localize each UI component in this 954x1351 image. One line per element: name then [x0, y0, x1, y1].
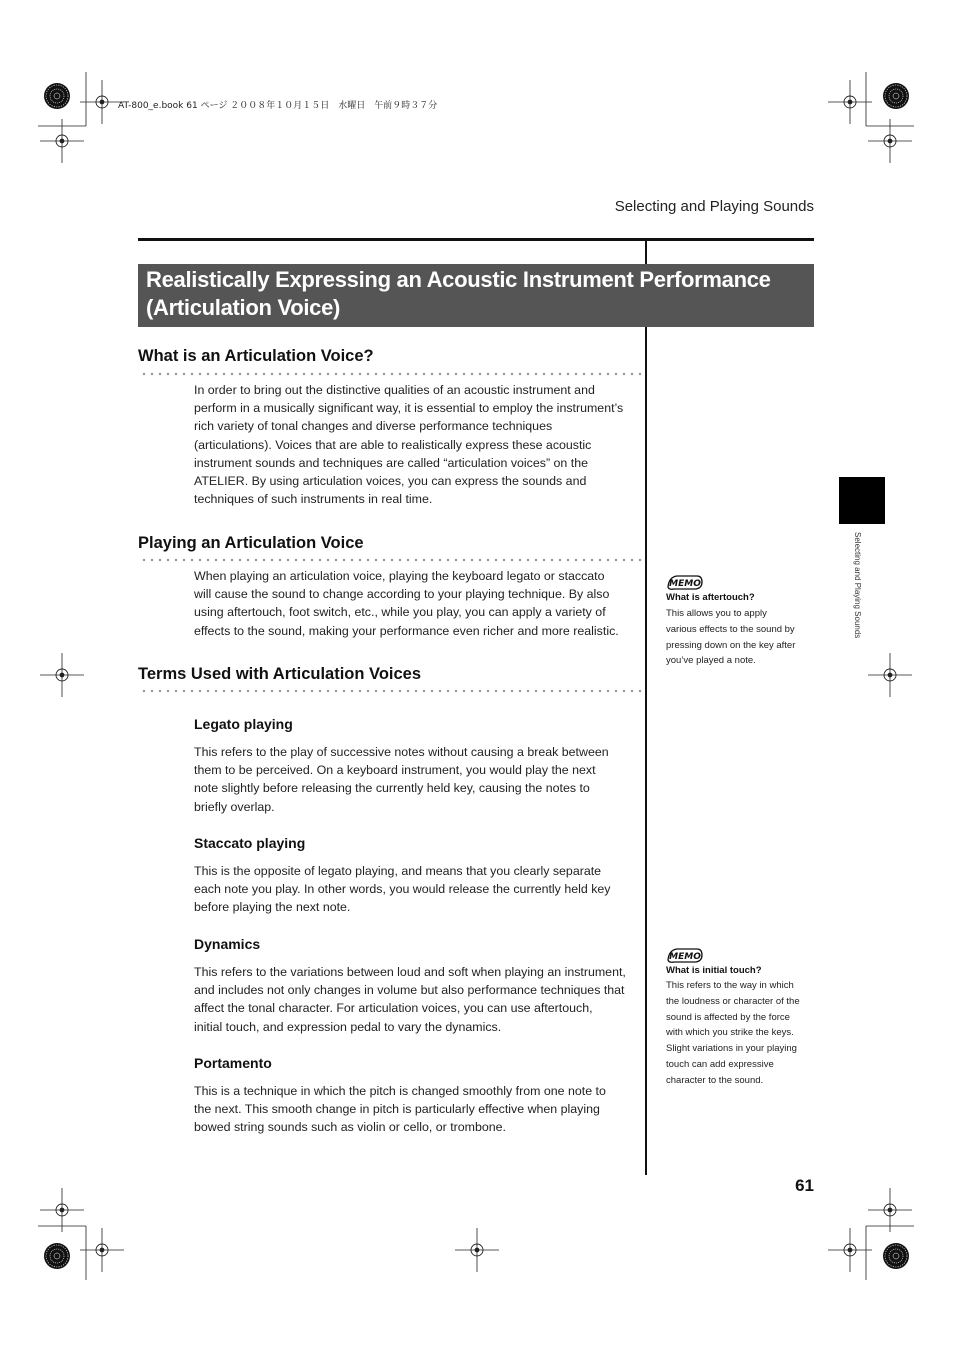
- text-line: each note you play. In other words, you would release the currently held key: [194, 882, 611, 897]
- chapter-title-line-1: Realistically Expressing an Acoustic Instrument Performance: [146, 267, 771, 292]
- text-line: When playing an articulation voice, playing the keyboard legato or staccato: [194, 569, 605, 583]
- text-line: the next. This smooth change in pitch is particularly effective when playing: [194, 1102, 600, 1117]
- registration-mark-icon: [883, 1243, 909, 1269]
- text-line: instrument sounds and techniques are called “articulation voices” on the: [194, 455, 588, 470]
- section-heading: Terms Used with Articulation Voices: [138, 665, 422, 683]
- chapter-title-bar: [138, 264, 814, 327]
- running-head: Selecting and Playing Sounds: [614, 198, 814, 215]
- text-line: the loudness or character of the: [666, 995, 800, 1007]
- crop-mark-icon: [80, 1228, 124, 1272]
- print-slug: AT-800_e.book 61 ページ ２００８年１０月１５日 水曜日 午前９時３７分: [118, 101, 438, 111]
- text-line: using aftertouch, foot switch, etc., while you play, you can apply a variety of: [194, 605, 606, 620]
- memo-icon-label: MEMO: [669, 579, 701, 589]
- text-line: you’ve played a note.: [666, 655, 756, 667]
- term-body: [194, 1082, 630, 1137]
- text-line: (articulations). Voices that are able to realistically express these acoustic: [194, 437, 592, 452]
- memo-text: [666, 606, 812, 669]
- registration-mark-icon: [883, 83, 909, 109]
- term-body: [194, 963, 630, 1036]
- registration-mark-icon: [44, 1243, 70, 1269]
- crop-mark-icon: [828, 1228, 872, 1272]
- term-heading: Staccato playing: [194, 835, 306, 851]
- text-line: This is the opposite of legato playing, and means that you clearly separate: [194, 864, 602, 878]
- section-heading: What is an Articulation Voice?: [138, 347, 374, 365]
- text-line: and includes not only changes in volume but also performance techniques that: [194, 983, 625, 998]
- side-tab-text: Selecting and Playing Sounds: [853, 532, 862, 639]
- memo-icon: [666, 574, 704, 591]
- text-line: This is a technique in which the pitch is changed smoothly from one note to: [194, 1084, 606, 1098]
- crop-mark-icon: [40, 653, 84, 697]
- text-line: pressing down on the key after: [666, 639, 796, 651]
- section-heading: Playing an Articulation Voice: [138, 534, 364, 552]
- dot-leader: [140, 689, 643, 693]
- memo-icon: [666, 947, 704, 964]
- term-body: [194, 743, 630, 816]
- text-line: before playing the next note.: [194, 900, 351, 915]
- text-line: touch can add expressive: [666, 1058, 774, 1070]
- crop-mark-icon: [455, 1228, 499, 1272]
- text-line: note slightly before releasing the currently held key, causing the notes to: [194, 781, 590, 796]
- text-line: perform in a musically significant way, it is essential to employ the instrument’s: [194, 401, 624, 416]
- text-line: affect the tonal character. For articulation voices, you can use aftertouch,: [194, 1001, 593, 1016]
- text-line: sound is affected by the force: [666, 1011, 790, 1023]
- registration-mark-icon: [44, 83, 70, 109]
- text-line: will cause the sound to change according to your playing technique. By also: [194, 587, 610, 602]
- text-line: This refers to the way in which: [666, 980, 794, 991]
- side-tab-label: [852, 532, 864, 657]
- text-line: initial touch, and expression pedal to vary the dynamics.: [194, 1019, 502, 1034]
- crop-mark-icon: [40, 1188, 84, 1232]
- top-rule: [138, 238, 814, 241]
- text-line: effects to the sound, making your performance even richer and more realistic.: [194, 623, 619, 638]
- text-line: This allows you to apply: [666, 608, 767, 619]
- term-heading: Portamento: [194, 1055, 272, 1071]
- memo-text: [666, 978, 812, 1089]
- text-line: ATELIER. By using articulation voices, you can express the sounds and: [194, 474, 587, 489]
- crop-mark-icon: [868, 1188, 912, 1232]
- text-line: This refers to the variations between loud and soft when playing an instrument,: [194, 965, 626, 979]
- text-line: them to be perceived. On a keyboard instrument, you would play the next: [194, 763, 596, 778]
- dot-leader: [140, 558, 643, 562]
- crop-mark-icon: [868, 653, 912, 697]
- section-body: [194, 567, 630, 640]
- text-line: bowed string sounds such as violin or cello, or trombone.: [194, 1120, 506, 1135]
- text-line: In order to bring out the distinctive qualities of an acoustic instrument and: [194, 383, 595, 397]
- text-line: character to the sound.: [666, 1074, 764, 1086]
- term-body: [194, 862, 630, 917]
- text-line: briefly overlap.: [194, 799, 275, 814]
- page-number: 61: [795, 1176, 814, 1195]
- memo-title: What is initial touch?: [666, 965, 762, 976]
- text-line: rich variety of tonal changes and diverse performance techniques: [194, 419, 553, 434]
- term-heading: Legato playing: [194, 716, 293, 732]
- memo-title: What is aftertouch?: [666, 592, 755, 603]
- text-line: with which you strike the keys.: [666, 1027, 794, 1039]
- dot-leader: [140, 372, 643, 376]
- chapter-side-tab: [839, 477, 885, 524]
- text-line: various effects to the sound by: [666, 623, 795, 635]
- text-line: Slight variations in your playing: [666, 1043, 797, 1055]
- term-heading: Dynamics: [194, 936, 261, 952]
- memo-icon-label: MEMO: [669, 952, 701, 962]
- section-body: [194, 381, 630, 508]
- text-line: This refers to the play of successive notes without causing a break between: [194, 745, 609, 759]
- column-rule: [645, 238, 647, 1175]
- chapter-title-line-2: (Articulation Voice): [146, 295, 341, 320]
- text-line: techniques of such instruments in real time.: [194, 492, 433, 507]
- crop-mark-icon: [828, 80, 872, 124]
